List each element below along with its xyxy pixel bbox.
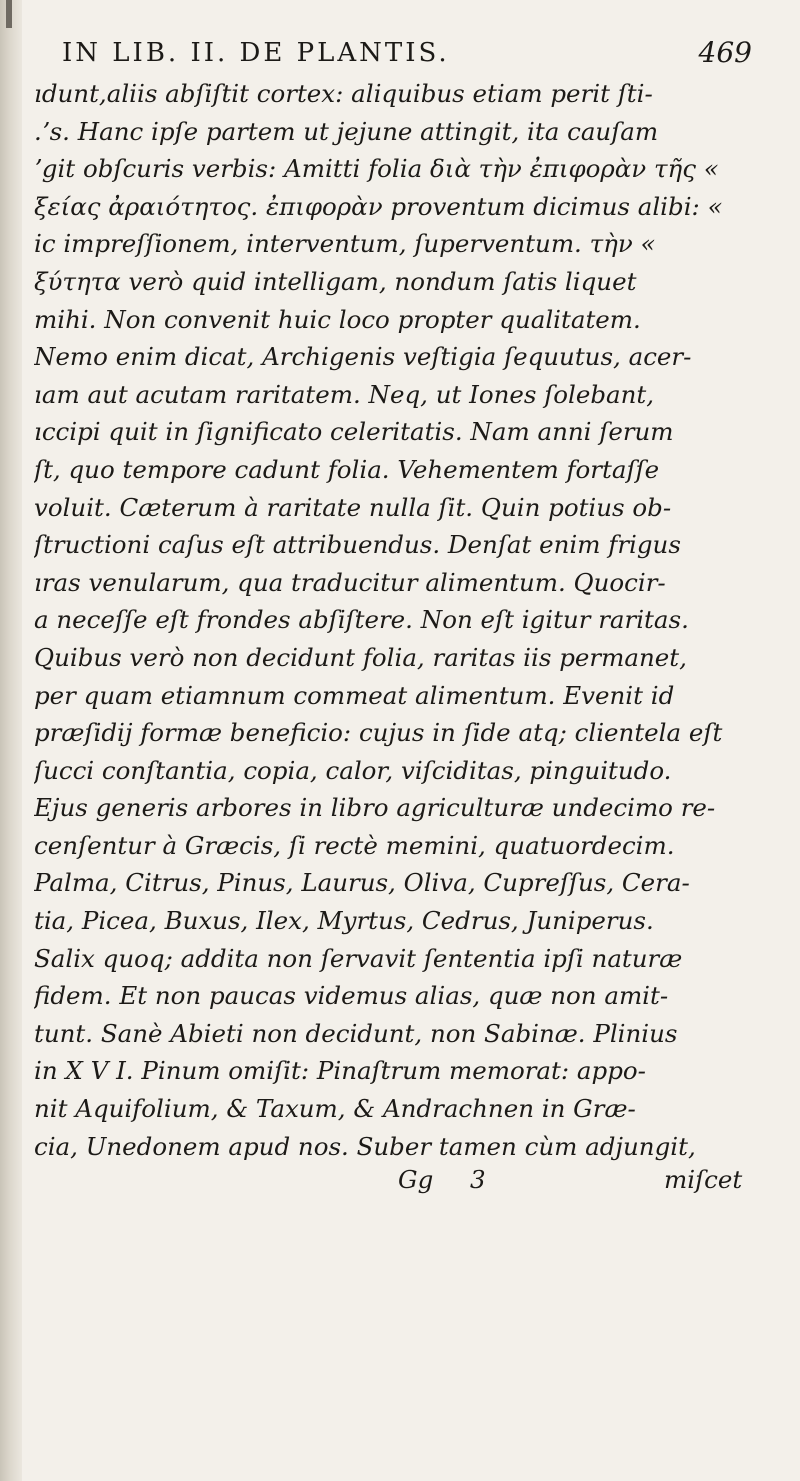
page-header	[62, 38, 752, 78]
text-line: ıam aut acutam raritatem. Neq, ut Iones ſolebant,	[34, 379, 655, 409]
text-line: Nemo enim dicat, Archigenis veſtigia ſequutus, acer-	[34, 342, 692, 372]
text-line: .ʼs. Hanc ipſe partem ut jejune attingit, ita cauſam	[34, 116, 659, 146]
text-line: per quam etiamnum commeat alimentum. Evenit id	[34, 680, 675, 710]
text-line: ξύτητα verò quid intelligam, nondum ſatis liquet	[34, 266, 637, 296]
text-line: ıras venularum, qua traducitur alimentum. Quocir-	[34, 567, 666, 597]
body-text	[34, 75, 764, 1165]
catchword: miſcet	[664, 1165, 743, 1194]
text-line: ſtructioni caſus eſt attribuendus. Denſat enim frigus	[34, 530, 681, 560]
text-line: cenſentur à Græcis, ſi rectè memini, quatuordecim.	[34, 830, 675, 860]
page-gutter	[0, 0, 22, 1481]
text-line: a neceſſe eſt frondes abſiſtere. Non eſt igitur raritas.	[34, 605, 689, 635]
text-line: ıdunt,aliis abſiſtit cortex: aliquibus etiam perit ſti-	[34, 79, 653, 108]
signature-number: 3	[470, 1165, 486, 1194]
text-line: tunt. Sanè Abieti non decidunt, non Sabinæ. Plinius	[34, 1018, 678, 1048]
text-line: Palma, Citrus, Pinus, Laurus, Oliva, Cupreſſus, Cera-	[34, 868, 690, 898]
text-line: fidem. Et non paucas videmus alias, quæ non amit-	[34, 981, 669, 1011]
text-line: nit Aquifolium, & Taxum, & Andrachnen in Græ-	[34, 1094, 636, 1124]
catchword-line	[0, 1165, 800, 1205]
running-head: IN LIB. II. DE PLANTIS.	[62, 38, 450, 68]
text-line: tia, Picea, Buxus, Ilex, Myrtus, Cedrus, Juniperus.	[34, 906, 654, 936]
text-line: ſucci conſtantia, copia, calor, viſciditas, pinguitudo.	[34, 755, 672, 785]
text-line: voluit. Cæterum à raritate nulla ſit. Quin potius ob-	[34, 492, 672, 522]
text-line: Quibus verò non decidunt folia, raritas iis permanet,	[34, 642, 687, 672]
text-line: ξείας ἀραιότητος. ἐπιφορὰν proventum dicimus alibi: «	[34, 191, 723, 221]
text-line: Salix quoq; addita non ſervavit ſententia ipſi naturæ	[34, 943, 683, 973]
text-line: præſidij formæ beneficio: cujus in ſide atq; clientela eſt	[34, 718, 723, 748]
text-line: ſt, quo tempore cadunt folia. Vehementem fortaſſe	[34, 454, 660, 484]
text-line: Ejus generis arbores in libro agriculturæ undecimo re-	[34, 793, 716, 823]
text-line: ic impreſſionem, interventum, ſuperventum. τὴν «	[34, 229, 656, 259]
text-line: ıccipi quit in ſignificato celeritatis. Nam anni ſerum	[34, 417, 674, 447]
text-line: ʼgit obſcuris verbis: Amitti folia διὰ τὴν ἐπιφορὰν τῆς «	[34, 154, 719, 184]
binding-mark	[6, 0, 12, 28]
signature-mark: Gg	[398, 1165, 434, 1194]
text-line: mihi. Non convenit huic loco propter qualitatem.	[34, 304, 641, 334]
page-number: 469	[698, 36, 752, 69]
text-line: in X V I. Pinum omiſit: Pinaſtrum memorat: appo-	[34, 1056, 646, 1086]
text-line: cia, Unedonem apud nos. Suber tamen cùm adjungit,	[34, 1131, 696, 1161]
